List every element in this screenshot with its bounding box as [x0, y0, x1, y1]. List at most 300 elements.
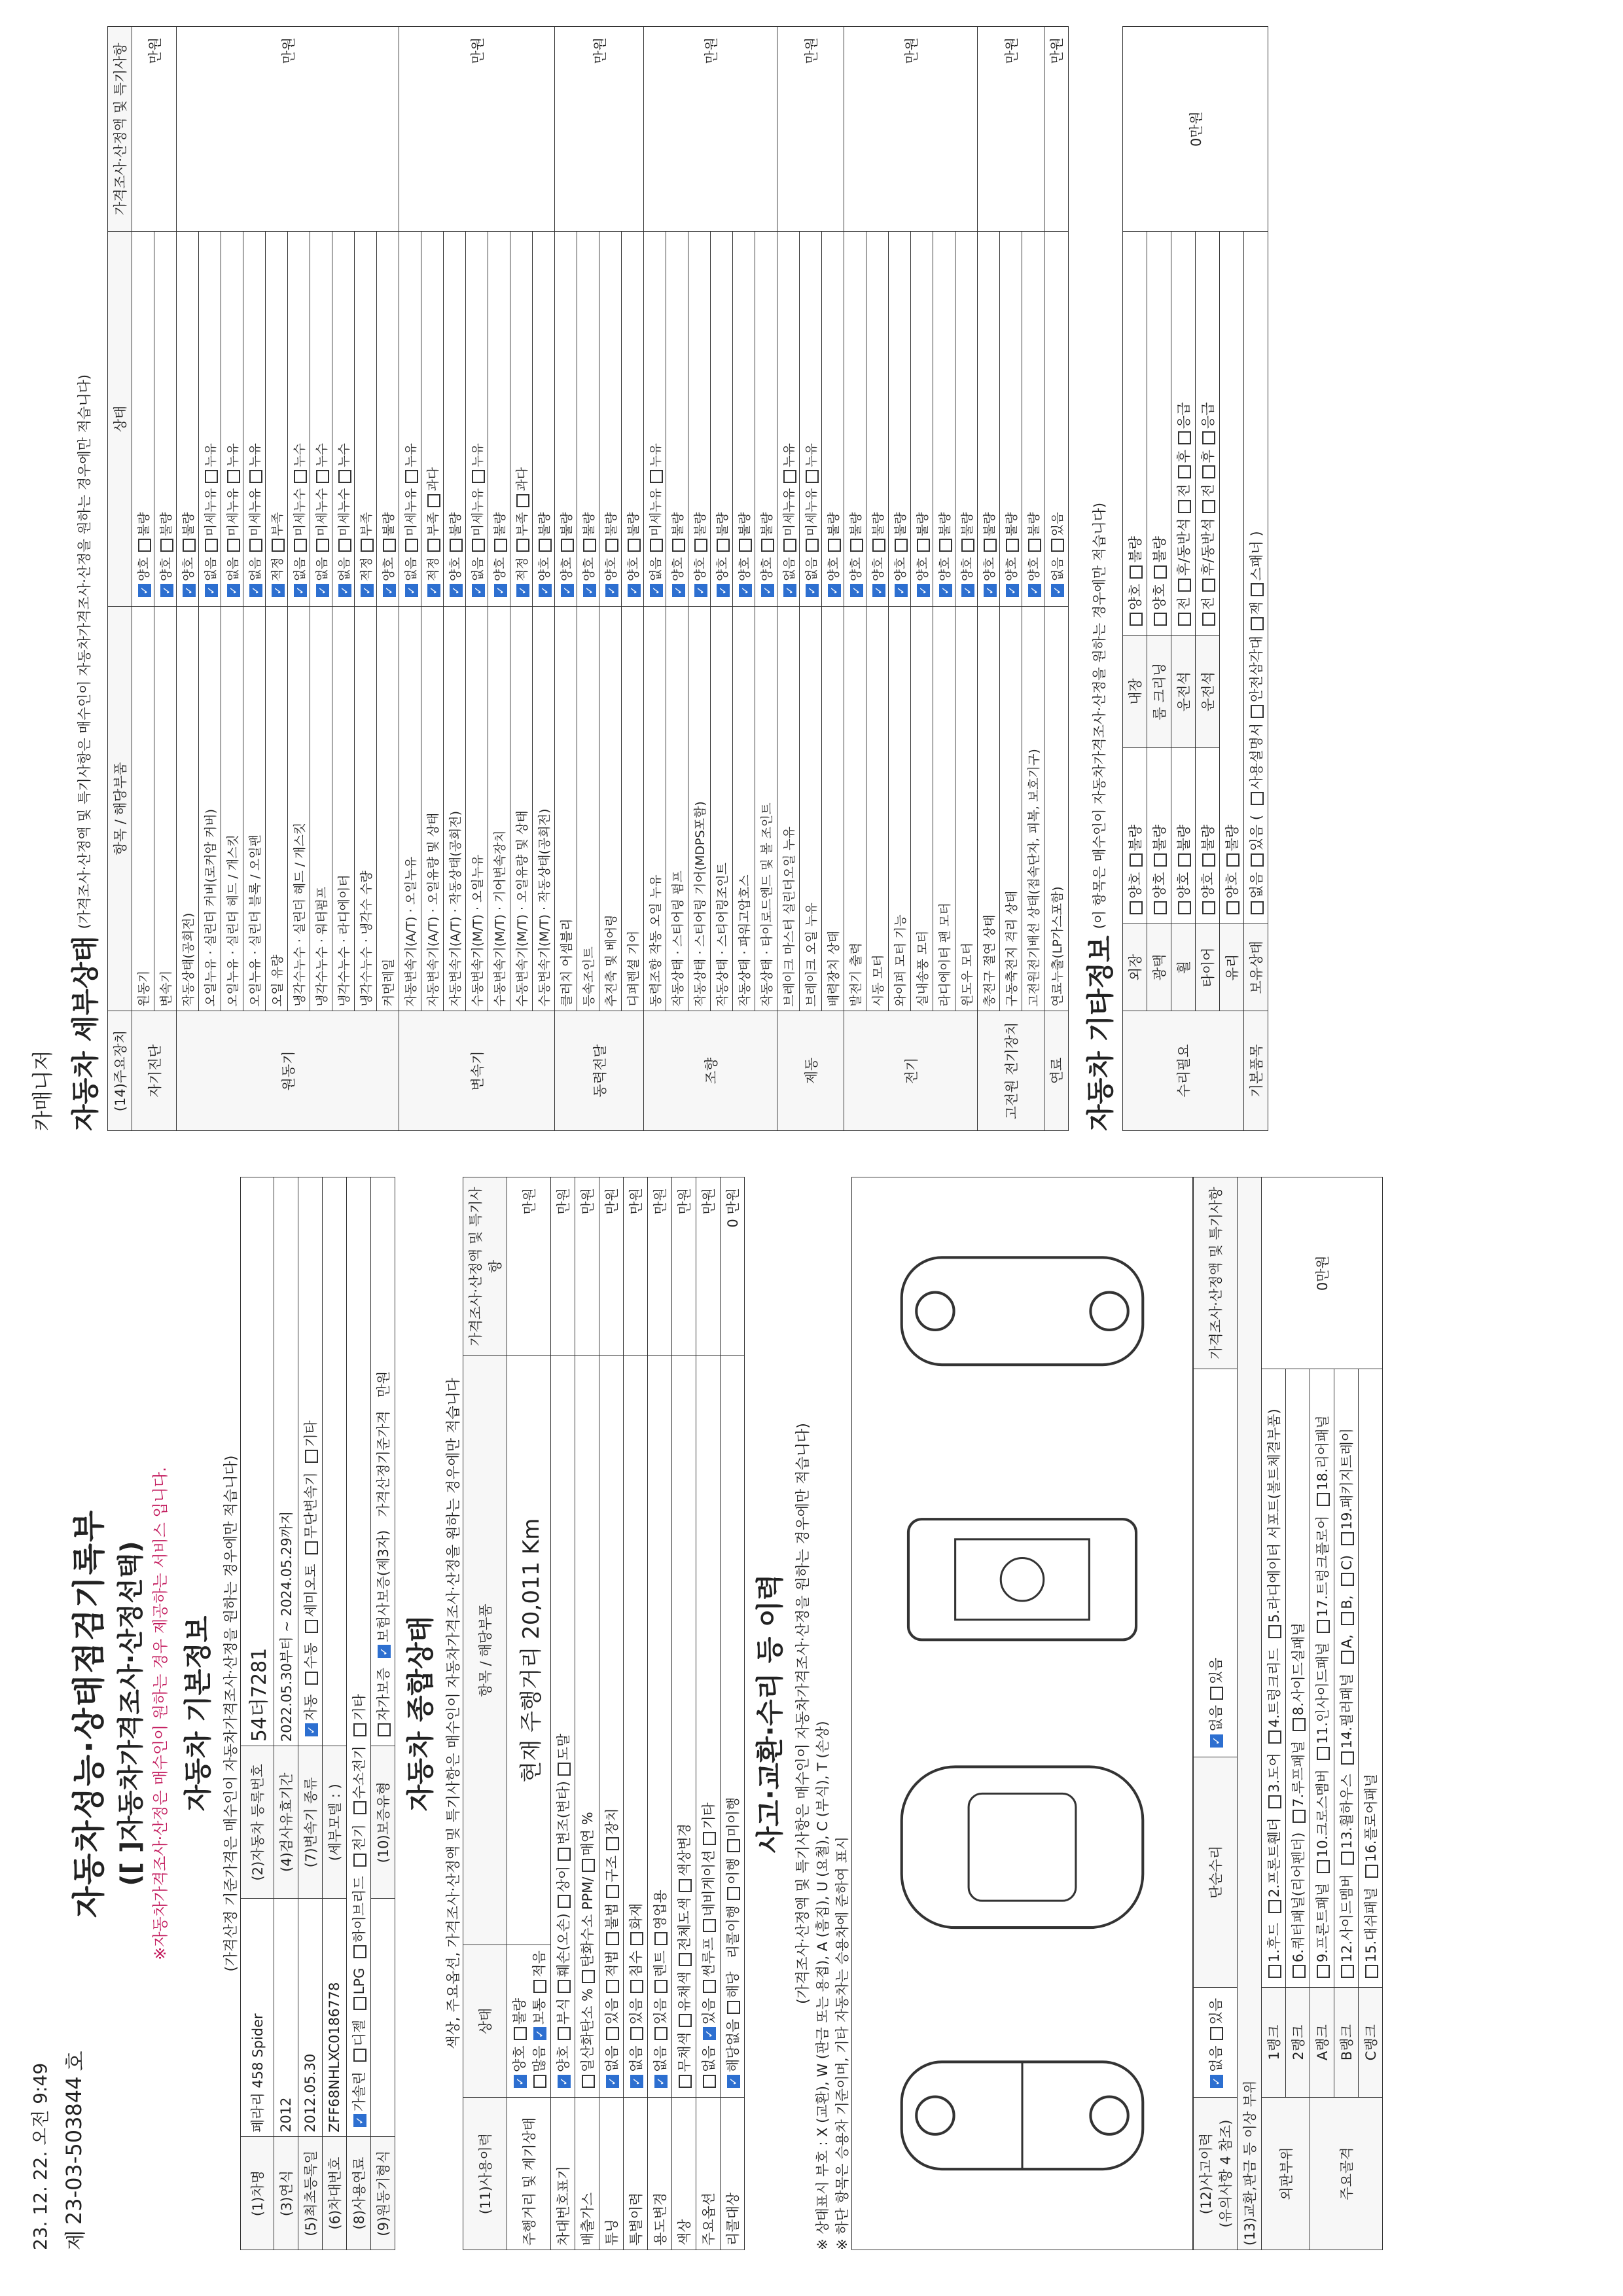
detail-item: 자동변속기(A/T) · 오일유량 및 상태	[421, 607, 444, 1011]
checkbox-structure[interactable]	[606, 1885, 619, 1898]
checkbox-insurer-warranty[interactable]: ✓	[378, 1645, 391, 1658]
status-checkbox[interactable]	[516, 539, 529, 552]
detail-price: 만원	[844, 27, 978, 232]
status-checkbox[interactable]	[828, 539, 841, 552]
checkbox-simple-yes[interactable]	[1210, 1687, 1223, 1700]
status-checkbox[interactable]	[917, 539, 930, 552]
detail-group-label: 자기진단	[132, 1011, 177, 1131]
status-label: 누유	[248, 443, 262, 467]
status-label: 없음	[471, 557, 485, 581]
status-checkbox[interactable]: ✓	[450, 584, 463, 597]
detail-status	[777, 232, 800, 607]
checkbox-rent[interactable]	[654, 1980, 668, 1993]
detail-item: 수동변속기(M/T) · 기어변속장치	[488, 607, 510, 1011]
first-reg-label: (5)최초등록일	[298, 2137, 323, 2250]
status-label: 없음	[315, 557, 329, 581]
status-checkbox[interactable]	[895, 539, 908, 552]
overall-table: (11)사용이력 상태 항목 / 해당부품 가격조사·산정액 및 특기사항 주행거리 및 계기상태 ✓양호불량 많음✓보통적음 현재 주행거리 20,011 Km 만원 차대번호표기 ✓양호부식훼손(오손)상이변조(변타)도말 만원 배출가스 일산화탄소 %탄화수소 PPM/매연 % 만원 튜닝 ✓없음있음적법불법구조장치 만원 특별이력 ✓없음있음침수화재 만원 용도변경 ✓없음있음렌트영업용 만원 색상 무채색유채색전체도색색상변경 만원 주요옵션 없음✓있음썬루프네비게이션기타 만원 리콜대상 ✓해당없음해당 리콜이행이행미이행 0 만원	[463, 1177, 745, 2250]
doc-no: 23-03-503844	[62, 2076, 86, 2225]
status-checkbox[interactable]	[205, 470, 218, 483]
status-checkbox[interactable]: ✓	[227, 584, 240, 597]
detail-item: 냉각수누수 · 라디에이터	[332, 607, 355, 1011]
status-label: 누유	[204, 443, 218, 467]
checkbox-smoke[interactable]	[582, 1859, 595, 1872]
status-checkbox[interactable]: ✓	[650, 584, 663, 597]
status-checkbox[interactable]	[472, 470, 485, 483]
status-checkbox[interactable]: ✓	[828, 584, 841, 597]
status-checkbox[interactable]	[739, 539, 752, 552]
checkbox-auto[interactable]: ✓	[305, 1723, 318, 1736]
detail-item: 충전구 절연 상태	[978, 607, 1000, 1011]
detail-status	[555, 232, 577, 607]
status-label: 양호	[938, 557, 952, 581]
status-checkbox[interactable]: ✓	[249, 584, 262, 597]
warranty-options: 자가보증 ✓보험사보증(제3자) 가격산정기준가격 만원	[371, 1177, 395, 1746]
detail-group-label: 제동	[777, 1011, 844, 1131]
price-basis-label: 가격산정기준가격	[376, 1410, 391, 1517]
status-checkbox[interactable]	[939, 539, 952, 552]
checkbox-damaged[interactable]	[558, 1980, 571, 1993]
status-checkbox[interactable]	[405, 539, 418, 552]
status-checkbox[interactable]: ✓	[272, 584, 285, 597]
status-checkbox[interactable]: ✓	[405, 584, 418, 597]
legend-2: ※ 하단 항목은 승용차 기준이며, 기타 자동차는 승용차에 준하여 표시	[834, 1836, 850, 2250]
status-checkbox[interactable]: ✓	[1051, 584, 1064, 597]
detail-status	[1022, 232, 1044, 607]
detail-price: 만원	[399, 27, 555, 232]
status-checkbox[interactable]	[605, 539, 618, 552]
status-checkbox[interactable]	[427, 494, 440, 507]
status-checkbox[interactable]: ✓	[561, 584, 574, 597]
status-checkbox[interactable]	[694, 539, 707, 552]
status-label: 양호	[626, 557, 641, 581]
status-checkbox[interactable]	[361, 539, 374, 552]
status-checkbox[interactable]: ✓	[1006, 584, 1019, 597]
status-checkbox[interactable]	[1051, 539, 1064, 552]
detail-status	[466, 232, 488, 607]
status-label: 불량	[760, 512, 774, 537]
car-name: 페라리 458 Spider	[241, 1899, 274, 2137]
status-checkbox[interactable]	[249, 470, 262, 483]
status-label: 불량	[626, 512, 641, 537]
checkbox-hybrid[interactable]	[353, 1945, 366, 1958]
checkbox-special-yes[interactable]	[630, 2027, 643, 2040]
checkbox-fire[interactable]	[630, 1932, 643, 1945]
checkbox-sunroof[interactable]	[703, 1980, 716, 1993]
status-checkbox[interactable]: ✓	[717, 584, 730, 597]
status-checkbox[interactable]: ✓	[984, 584, 997, 597]
detail-status	[666, 232, 688, 607]
status-checkbox[interactable]	[450, 539, 463, 552]
checkbox-differ[interactable]	[558, 1895, 571, 1908]
car-diagram	[851, 1177, 1193, 2250]
detail-status	[733, 232, 755, 607]
status-checkbox[interactable]	[405, 470, 418, 483]
checkbox-diesel[interactable]	[353, 2049, 366, 2062]
detail-status	[377, 232, 399, 607]
trans-label: (7)변속기 종류	[298, 1746, 323, 1899]
detail-status	[1000, 232, 1022, 607]
status-label: 미세누수	[293, 488, 307, 537]
status-checkbox[interactable]	[650, 470, 663, 483]
detail-status	[332, 232, 355, 607]
checkbox-usage-yes[interactable]	[654, 2027, 668, 2040]
status-label: 누유	[649, 443, 663, 467]
checkbox-accident-yes[interactable]	[1210, 2027, 1223, 2040]
status-checkbox[interactable]	[806, 539, 819, 552]
detail-price: 만원	[978, 27, 1044, 232]
detail-item: 연료누출(LP가스포함)	[1044, 607, 1069, 1011]
status-label: 양호	[159, 557, 173, 581]
price-basis-unit: 만원	[376, 1371, 391, 1398]
detail-group-label: 변속기	[399, 1011, 555, 1131]
status-label: 양호	[871, 557, 885, 581]
status-label: 불량	[493, 512, 507, 537]
status-checkbox[interactable]	[872, 539, 885, 552]
status-checkbox[interactable]	[316, 470, 329, 483]
checkbox-full-paint[interactable]	[679, 1953, 692, 1966]
checkbox-electric[interactable]	[353, 1854, 366, 1867]
checkbox-accident-none[interactable]: ✓	[1210, 2075, 1223, 2088]
checkbox-option-other[interactable]	[703, 1832, 716, 1845]
checkbox-semi-auto[interactable]	[305, 1620, 318, 1633]
status-label: 부족	[359, 512, 374, 537]
checkbox-chromatic[interactable]	[679, 2014, 692, 2027]
status-label: 양호	[738, 557, 752, 581]
status-label: 양호	[671, 557, 685, 581]
year: 2012	[274, 1899, 298, 2137]
status-checkbox[interactable]: ✓	[472, 584, 485, 597]
accident-section-title: 사고·교환·수리 등 이력	[754, 1573, 786, 1854]
status-checkbox[interactable]: ✓	[205, 584, 218, 597]
status-checkbox[interactable]	[294, 539, 307, 552]
status-checkbox[interactable]: ✓	[895, 584, 908, 597]
status-checkbox[interactable]	[783, 470, 796, 483]
status-checkbox[interactable]	[650, 539, 663, 552]
checkbox-simple-none[interactable]: ✓	[1210, 1734, 1223, 1748]
detail-item: 브레이크 오일 누유	[800, 607, 822, 1011]
car-top-frame	[878, 1446, 1166, 1714]
status-label: 불량	[582, 512, 596, 537]
detail-row	[644, 27, 666, 1131]
status-checkbox[interactable]	[984, 539, 997, 552]
checkbox-bad[interactable]	[514, 2027, 527, 2040]
detail-item: 동력조향 작동 오일 누유	[644, 607, 666, 1011]
status-checkbox[interactable]: ✓	[361, 584, 374, 597]
detail-status	[599, 232, 622, 607]
status-checkbox[interactable]	[205, 539, 218, 552]
car-top-outer	[878, 1713, 1166, 1982]
reg-no-label: (2)자동차 등록번호	[241, 1746, 274, 1899]
checkbox-special-none[interactable]: ✓	[630, 2075, 643, 2088]
status-label: 적정	[270, 557, 285, 581]
status-label: 부족	[515, 512, 529, 537]
status-label: 양호	[1027, 557, 1041, 581]
checkbox-lpg[interactable]	[353, 1997, 366, 2010]
status-label: 과다	[515, 467, 529, 492]
status-checkbox[interactable]	[516, 494, 529, 507]
detail-status	[577, 232, 599, 607]
status-checkbox[interactable]: ✓	[872, 584, 885, 597]
status-checkbox[interactable]: ✓	[806, 584, 819, 597]
status-checkbox[interactable]	[850, 539, 863, 552]
status-checkbox[interactable]	[961, 539, 974, 552]
checkbox-flood[interactable]	[630, 1980, 643, 1993]
checkbox-achromatic[interactable]	[679, 2075, 692, 2088]
status-checkbox[interactable]	[494, 539, 507, 552]
detail-row	[399, 27, 421, 1131]
status-checkbox[interactable]: ✓	[628, 584, 641, 597]
checkbox-hydrogen[interactable]	[353, 1801, 366, 1814]
checkbox-co[interactable]	[582, 2075, 595, 2088]
status-checkbox[interactable]: ✓	[605, 584, 618, 597]
status-checkbox[interactable]	[316, 539, 329, 552]
detail-status	[421, 232, 444, 607]
checkbox-smeared[interactable]	[558, 1763, 571, 1776]
status-label: 적정	[359, 557, 374, 581]
status-checkbox[interactable]	[806, 470, 819, 483]
status-label: 없음	[804, 557, 819, 581]
checkbox-few[interactable]	[533, 1980, 546, 1993]
status-checkbox[interactable]	[472, 539, 485, 552]
detail-status	[866, 232, 889, 607]
checkbox-fuel-other[interactable]	[353, 1723, 366, 1736]
status-label: 불량	[159, 512, 173, 537]
detail-item: 오일 유량	[266, 607, 288, 1011]
status-checkbox[interactable]	[383, 539, 396, 552]
status-label: 불량	[693, 512, 707, 537]
status-checkbox[interactable]	[227, 539, 240, 552]
doc-no-prefix: 제	[63, 2230, 88, 2250]
checkbox-gasoline[interactable]: ✓	[353, 2114, 366, 2127]
checkbox-self-warranty[interactable]	[378, 1723, 391, 1736]
detail-item: 구동축전지 격리 상태	[1000, 607, 1022, 1011]
status-checkbox[interactable]: ✓	[160, 584, 173, 597]
status-checkbox[interactable]: ✓	[316, 584, 329, 597]
checkbox-normal[interactable]: ✓	[533, 2027, 546, 2040]
status-checkbox[interactable]: ✓	[739, 584, 752, 597]
checkbox-usage-none[interactable]: ✓	[654, 2075, 668, 2088]
status-checkbox[interactable]	[783, 539, 796, 552]
status-label: 양호	[960, 557, 974, 581]
detail-status	[310, 232, 332, 607]
detail-item: 오일누유 · 실린더 커버(로커암 커버)	[199, 607, 221, 1011]
checkbox-hc[interactable]	[582, 1970, 595, 1983]
status-label: 미세누유	[204, 488, 218, 537]
status-checkbox[interactable]	[539, 539, 552, 552]
checkbox-not-done[interactable]	[727, 1840, 740, 1853]
status-checkbox[interactable]: ✓	[783, 584, 796, 597]
status-checkbox[interactable]	[272, 539, 285, 552]
status-checkbox[interactable]: ✓	[427, 584, 440, 597]
detail-item: 오일누유 · 실린더 헤드 / 개스킷	[221, 607, 243, 1011]
status-checkbox[interactable]: ✓	[961, 584, 974, 597]
status-checkbox[interactable]	[227, 470, 240, 483]
checkbox-cvt[interactable]	[305, 1541, 318, 1554]
checkbox-ok[interactable]: ✓	[514, 2075, 527, 2088]
detail-item: 배력장치 상태	[822, 607, 844, 1011]
checkbox-color-change[interactable]	[679, 1879, 692, 1892]
checkbox-manual[interactable]	[305, 1672, 318, 1685]
status-label: 미세누유	[248, 488, 262, 537]
status-checkbox[interactable]: ✓	[383, 584, 396, 597]
status-label: 양호	[448, 557, 463, 581]
status-checkbox[interactable]: ✓	[138, 584, 151, 597]
checkbox-vin-ok[interactable]: ✓	[558, 2075, 571, 2088]
detail-item: 자동변속기(A/T) · 작동상태(공회전)	[444, 607, 466, 1011]
detail-status	[533, 232, 555, 607]
status-label: 미세누수	[337, 488, 351, 537]
detail-row	[555, 27, 577, 1131]
detail-price: 만원	[132, 27, 177, 232]
status-label: 양호	[893, 557, 908, 581]
status-checkbox[interactable]: ✓	[939, 584, 952, 597]
status-checkbox[interactable]	[628, 539, 641, 552]
status-label: 누유	[404, 443, 418, 467]
status-checkbox[interactable]: ✓	[1028, 584, 1041, 597]
status-checkbox[interactable]	[561, 539, 574, 552]
status-checkbox[interactable]	[583, 539, 596, 552]
detail-status	[199, 232, 221, 607]
status-checkbox[interactable]: ✓	[494, 584, 507, 597]
detail-group-label: 동력전달	[555, 1011, 644, 1131]
checkbox-many[interactable]	[533, 2075, 546, 2088]
status-checkbox[interactable]: ✓	[338, 584, 351, 597]
inspection-period: 2022.05.30부터 ~ 2024.05.29까지	[274, 1177, 298, 1746]
status-label: 불량	[560, 512, 574, 537]
detail-section-title: 자동차 세부상태	[69, 935, 101, 1131]
detail-status	[755, 232, 777, 607]
mileage: 현재 주행거리 20,011 Km	[507, 1356, 551, 1945]
status-checkbox[interactable]: ✓	[183, 584, 196, 597]
detail-price: 만원	[777, 27, 844, 232]
detail-status	[243, 232, 266, 607]
checkbox-illegal[interactable]	[606, 1932, 619, 1945]
status-checkbox[interactable]	[338, 539, 351, 552]
status-label: 양호	[827, 557, 841, 581]
detail-row	[844, 27, 866, 1131]
detail-item: 작동상태 · 타이로드엔드 및 볼 조인트	[755, 607, 777, 1011]
detail-status	[822, 232, 844, 607]
detail-table: (14)주요장치 항목 / 해당부품 상태 가격조사·산정액 및 특기사항 자기진단 원동기 ✓양호불량 만원 변속기 ✓양호불량 원동기 작동상태(공회전) ✓양호불량 만원 오일누유 · 실린더 커버(로커암 커버) ✓없음미세누유누유 오일누유 · 실린더 헤드 / 개스킷 ✓없음미세누유누유 오일누유 · 실린더 블록 / 오일팬 ✓없음미세누유누유 오일 유량 ✓적정부족 냉각수누수 · 실린더 헤드 / 개스킷 ✓없음미세누수누수 냉각수누수 · 워터펌프 ✓없음미세누수누수 냉각수누수 · 라디에이터 ✓없음미세누수누수 냉각수누수 · 냉각수 수량 ✓적정부족 커먼레일 ✓양호불량 변속기 자동변속기(A/T) · 오일누유 ✓없음미세누유누유 만원 자동변속기(A/T) · 오일유량 및 상태 ✓적정부족과다 자동변속기(A/T) · 작동상태(공회전) ✓양호불량 수동변속기(M/T) · 오일누유 ✓없음미세누유누유 수동변속기(M/T) · 기어변속장치 ✓양호불량 수동변속기(M/T) · 오일유량 및 상태 ✓적정부족과다 수동변속기(M/T) · 작동상태(공회전) ✓양호불량 동력전달 클러치 어셈블리 ✓양호불량 만원 등속조인트 ✓양호불량 추진축 및 베어링 ✓양호불량 디퍼렌셜 기어 ✓양호불량 조향 동력조향 작동 오일 누유 ✓없음미세누유누유 만원 작동상태 · 스티어링 펌프 ✓양호불량 작동상태 · 스티어링 기어(MDPS포함) ✓양호불량 작동상태 · 스티어링조인트 ✓양호불량 작동상태 · 파워고압호스 ✓양호불량 작동상태 · 타이로드엔드 및 볼 조인트 ✓양호불량 제동 브레이크 마스터 실린더오일 누유 ✓없음미세누유누유 만원 브레이크 오일 누유 ✓없음미세누유누유 배력장치 상태 ✓양호불량 전기 발전기 출력 ✓양호불량 만원 시동 모터 ✓양호불량 와이퍼 모터 기능 ✓양호불량 실내송풍 모터 ✓양호불량 라디에이터 팬 모터 ✓양호불량 윈도우 모터 ✓양호불량 고전원 전기장치 충전구 절연 상태 ✓양호불량 만원 구동축전지 격리 상태 ✓양호불량 고전원전기배선 상태(접속단자, 피복, 보호기구) ✓양호불량 연료 연료누출(LP가스포함) ✓없음있음 만원	[107, 26, 1069, 1131]
detail-group-label: 고전원 전기장치	[978, 1011, 1044, 1131]
checkbox-trans-other[interactable]	[305, 1450, 318, 1463]
detail-item: 추진축 및 베어링	[599, 607, 622, 1011]
detail-item: 커먼레일	[377, 607, 399, 1011]
row-label: 주행거리 및 계기상태	[507, 2098, 551, 2250]
status-label: 양호	[181, 557, 196, 581]
detail-item: 와이퍼 모터 기능	[889, 607, 911, 1011]
warranty-type-label: (10)보증유형	[371, 1746, 395, 1899]
carmanager-label: 카매니저	[30, 1050, 55, 1131]
status-checkbox[interactable]	[717, 539, 730, 552]
status-checkbox[interactable]: ✓	[761, 584, 774, 597]
col-status: 상태	[463, 1945, 507, 2098]
status-checkbox[interactable]	[427, 539, 440, 552]
detail-item: 윈도우 모터	[955, 607, 978, 1011]
detail-item: 클러치 어셈블리	[555, 607, 577, 1011]
status-label: 불량	[715, 512, 730, 537]
overall-section-title: 자동차 종합상태	[404, 1615, 437, 1812]
status-label: 없음	[404, 557, 418, 581]
status-label: 없음	[204, 557, 218, 581]
status-checkbox[interactable]: ✓	[850, 584, 863, 597]
status-label: 양호	[760, 557, 774, 581]
detail-status	[1044, 232, 1069, 607]
trans-options: ✓자동 수동 세미오토 무단변속기 기타	[298, 1177, 323, 1746]
print-datetime: 23. 12. 22. 오전 9:49	[29, 2062, 51, 2250]
detail-status	[844, 232, 866, 607]
checkbox-legal[interactable]	[606, 1980, 619, 1993]
checkbox-tuning-yes[interactable]	[606, 2027, 619, 2040]
status-label: 미세누유	[226, 488, 240, 537]
status-checkbox[interactable]	[160, 539, 173, 552]
detail-status	[488, 232, 510, 607]
checkbox-option-none[interactable]	[703, 2075, 716, 2088]
checkbox-recall-yes[interactable]	[727, 2001, 740, 2014]
status-checkbox[interactable]	[1028, 539, 1041, 552]
status-checkbox[interactable]	[1006, 539, 1019, 552]
status-label: 양호	[1005, 557, 1019, 581]
status-checkbox[interactable]	[183, 539, 196, 552]
checkbox-done[interactable]	[727, 1887, 740, 1900]
checkbox-navigation[interactable]	[703, 1919, 716, 1932]
status-checkbox[interactable]	[294, 470, 307, 483]
status-checkbox[interactable]	[338, 470, 351, 483]
detail-item: 냉각수누수 · 실린더 헤드 / 개스킷	[288, 607, 310, 1011]
status-checkbox[interactable]	[138, 539, 151, 552]
status-checkbox[interactable]: ✓	[917, 584, 930, 597]
status-checkbox[interactable]	[672, 539, 685, 552]
detail-item: 실내송풍 모터	[911, 607, 933, 1011]
status-checkbox[interactable]: ✓	[294, 584, 307, 597]
checkbox-altered[interactable]	[558, 1848, 571, 1861]
status-label: 양호	[604, 557, 618, 581]
detail-row	[177, 27, 199, 1131]
status-label: 미세누유	[471, 488, 485, 537]
checkbox-recall-na[interactable]: ✓	[727, 2075, 740, 2088]
checkbox-business[interactable]	[654, 1932, 668, 1945]
other-table: 수리필요 외장 양호불량 내장 양호불량 0만원 광택 양호불량 룸 크리닝 양호불량 휠 양호불량 운전석 전후/동반석전후응급 타이어 양호불량 운전석 전후/동반석전후응급 유리 양호불량 기본품목 보유상태 없음있음 ( 사용설명서안전삼각대잭스패너 )	[1122, 26, 1268, 1131]
status-checkbox[interactable]	[249, 539, 262, 552]
page-title: 자동차성능·상태점검기록부	[70, 1509, 108, 1918]
status-label: 누수	[337, 443, 351, 467]
status-checkbox[interactable]: ✓	[583, 584, 596, 597]
basic-info-table	[240, 1177, 395, 2250]
status-checkbox[interactable]: ✓	[539, 584, 552, 597]
col-usage-history: (11)사용이력	[463, 2098, 507, 2250]
detail-group-label: 전기	[844, 1011, 978, 1131]
checkbox-corroded[interactable]	[558, 2027, 571, 2040]
checkbox-option-yes[interactable]: ✓	[703, 2027, 716, 2040]
detail-status	[221, 232, 243, 607]
status-checkbox[interactable]: ✓	[672, 584, 685, 597]
status-label: 양호	[582, 557, 596, 581]
status-checkbox[interactable]: ✓	[516, 584, 529, 597]
doc-no-suffix: 호	[63, 2051, 88, 2072]
status-checkbox[interactable]: ✓	[694, 584, 707, 597]
status-label: 미세누유	[404, 488, 418, 537]
status-label: 불량	[181, 512, 196, 537]
status-checkbox[interactable]	[761, 539, 774, 552]
detail-status	[889, 232, 911, 607]
detail-item: 작동상태 · 스티어링 펌프	[666, 607, 688, 1011]
status-label: 불량	[893, 512, 908, 537]
status-label: 없음	[248, 557, 262, 581]
checkbox-device[interactable]	[606, 1837, 619, 1850]
checkbox-tuning-none[interactable]: ✓	[606, 2075, 619, 2088]
detail-item: 오일누유 · 실린더 블록 / 오일팬	[243, 607, 266, 1011]
